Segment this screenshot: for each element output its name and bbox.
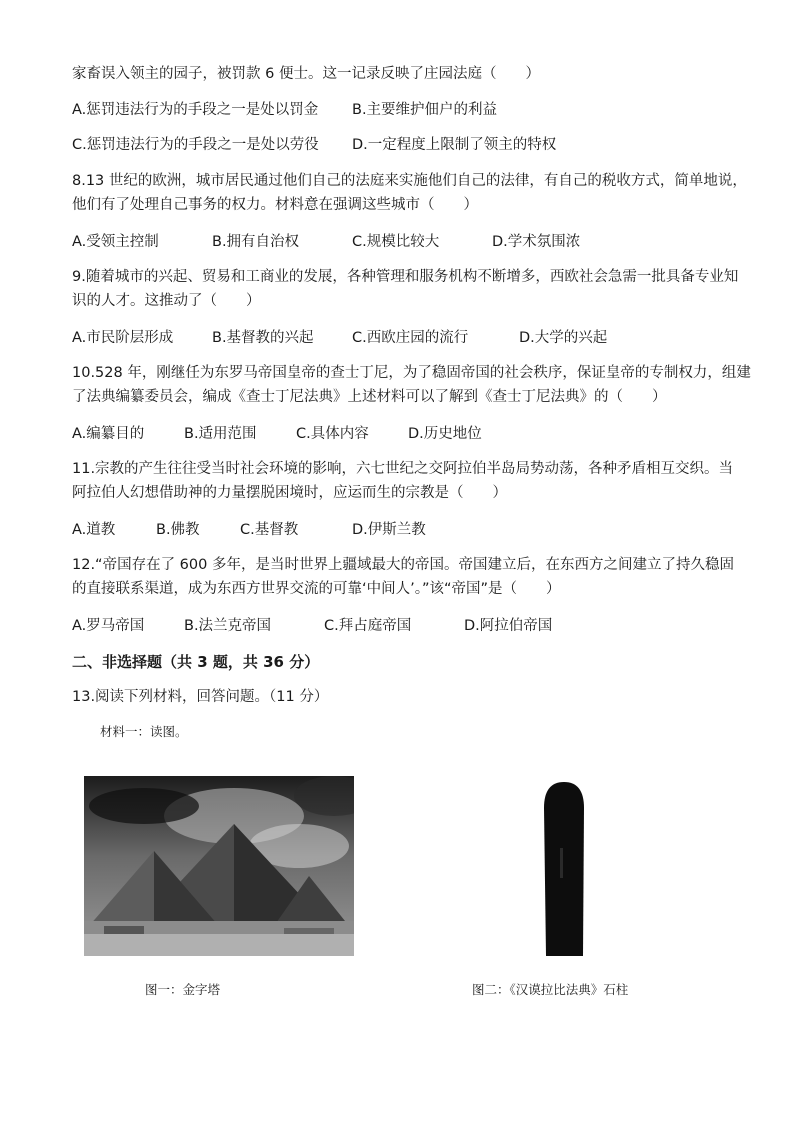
option-a[interactable]: A.受领主控制 bbox=[72, 234, 159, 250]
question-11-line2: 阿拉伯人幻想借助神的力量摆脱困境时，应运而生的宗教是（ ） bbox=[72, 485, 507, 501]
question-10-line1: 10.528 年，刚继任为东罗马帝国皇帝的查士丁尼，为了稳固帝国的社会秩序，保证皇帝的专制权力，组建 bbox=[72, 365, 751, 381]
option-b[interactable]: B.法兰克帝国 bbox=[184, 618, 272, 634]
question-11-line1: 11.宗教的产生往往受当时社会环境的影响，六七世纪之交阿拉伯半岛局势动荡，各种矛盾相互交织。当 bbox=[72, 461, 734, 477]
option-a[interactable]: A.市民阶层形成 bbox=[72, 330, 174, 346]
option-c[interactable]: C.基督教 bbox=[240, 522, 299, 538]
option-b[interactable]: B.适用范围 bbox=[184, 426, 257, 442]
option-b[interactable]: B.拥有自治权 bbox=[212, 234, 300, 250]
option-d[interactable]: D.学术氛围浓 bbox=[492, 234, 581, 250]
option-c[interactable]: C.惩罚违法行为的手段之一是处以劳役 bbox=[72, 137, 319, 153]
option-a[interactable]: A.惩罚违法行为的手段之一是处以罚金 bbox=[72, 102, 319, 118]
figure-2-caption: 图二：《汉谟拉比法典》石柱 bbox=[472, 982, 629, 997]
section-heading: 二、非选择题（共 3 题，共 36 分） bbox=[72, 653, 320, 671]
question-8-line2: 他们有了处理自己事务的权力。材料意在强调这些城市（ ） bbox=[72, 197, 478, 213]
question-13: 13.阅读下列材料，回答问题。（11 分） bbox=[72, 689, 329, 705]
option-d[interactable]: D.阿拉伯帝国 bbox=[464, 618, 553, 634]
option-d[interactable]: D.大学的兴起 bbox=[519, 330, 608, 346]
hammurabi-stele-photo bbox=[540, 778, 588, 956]
option-d[interactable]: D.伊斯兰教 bbox=[352, 522, 426, 538]
question-9-line1: 9.随着城市的兴起、贸易和工商业的发展，各种管理和服务机构不断增多，西欧社会急需一批具备专业知 bbox=[72, 269, 739, 285]
pyramids-photo bbox=[84, 776, 354, 956]
option-a[interactable]: A.道教 bbox=[72, 522, 116, 538]
option-c[interactable]: C.西欧庄园的流行 bbox=[352, 330, 469, 346]
figure-1-caption: 图一：金字塔 bbox=[145, 982, 221, 997]
question-10-line2: 了法典编纂委员会，编成《查士丁尼法典》上述材料可以了解到《查士丁尼法典》的（ ） bbox=[72, 389, 667, 405]
question-12-line2: 的直接联系渠道，成为东西方世界交流的可靠‘中间人’。”该“帝国”是（ ） bbox=[72, 581, 561, 597]
text-line: 家畜误入领主的园子，被罚款 6 便士。这一记录反映了庄园法庭（ ） bbox=[72, 66, 540, 82]
option-d[interactable]: D.历史地位 bbox=[408, 426, 482, 442]
material-label: 材料一：读图。 bbox=[100, 724, 188, 739]
option-a[interactable]: A.编纂目的 bbox=[72, 426, 145, 442]
option-c[interactable]: C.具体内容 bbox=[296, 426, 369, 442]
option-b[interactable]: B.基督教的兴起 bbox=[212, 330, 314, 346]
option-c[interactable]: C.规模比较大 bbox=[352, 234, 440, 250]
option-a[interactable]: A.罗马帝国 bbox=[72, 618, 145, 634]
question-12-line1: 12.“帝国存在了 600 多年，是当时世界上疆域最大的帝国。帝国建立后，在东西方之间建立了持久稳固 bbox=[72, 557, 734, 573]
question-8-line1: 8.13 世纪的欧洲，城市居民通过他们自己的法庭来实施他们自己的法律，有自己的税收方式，简单地说， bbox=[72, 173, 747, 189]
option-b[interactable]: B.主要维护佃户的利益 bbox=[352, 102, 498, 118]
option-b[interactable]: B.佛教 bbox=[156, 522, 200, 538]
question-9-line2: 识的人才。这推动了（ ） bbox=[72, 293, 261, 309]
option-d[interactable]: D.一定程度上限制了领主的特权 bbox=[352, 137, 557, 153]
option-c[interactable]: C.拜占庭帝国 bbox=[324, 618, 412, 634]
